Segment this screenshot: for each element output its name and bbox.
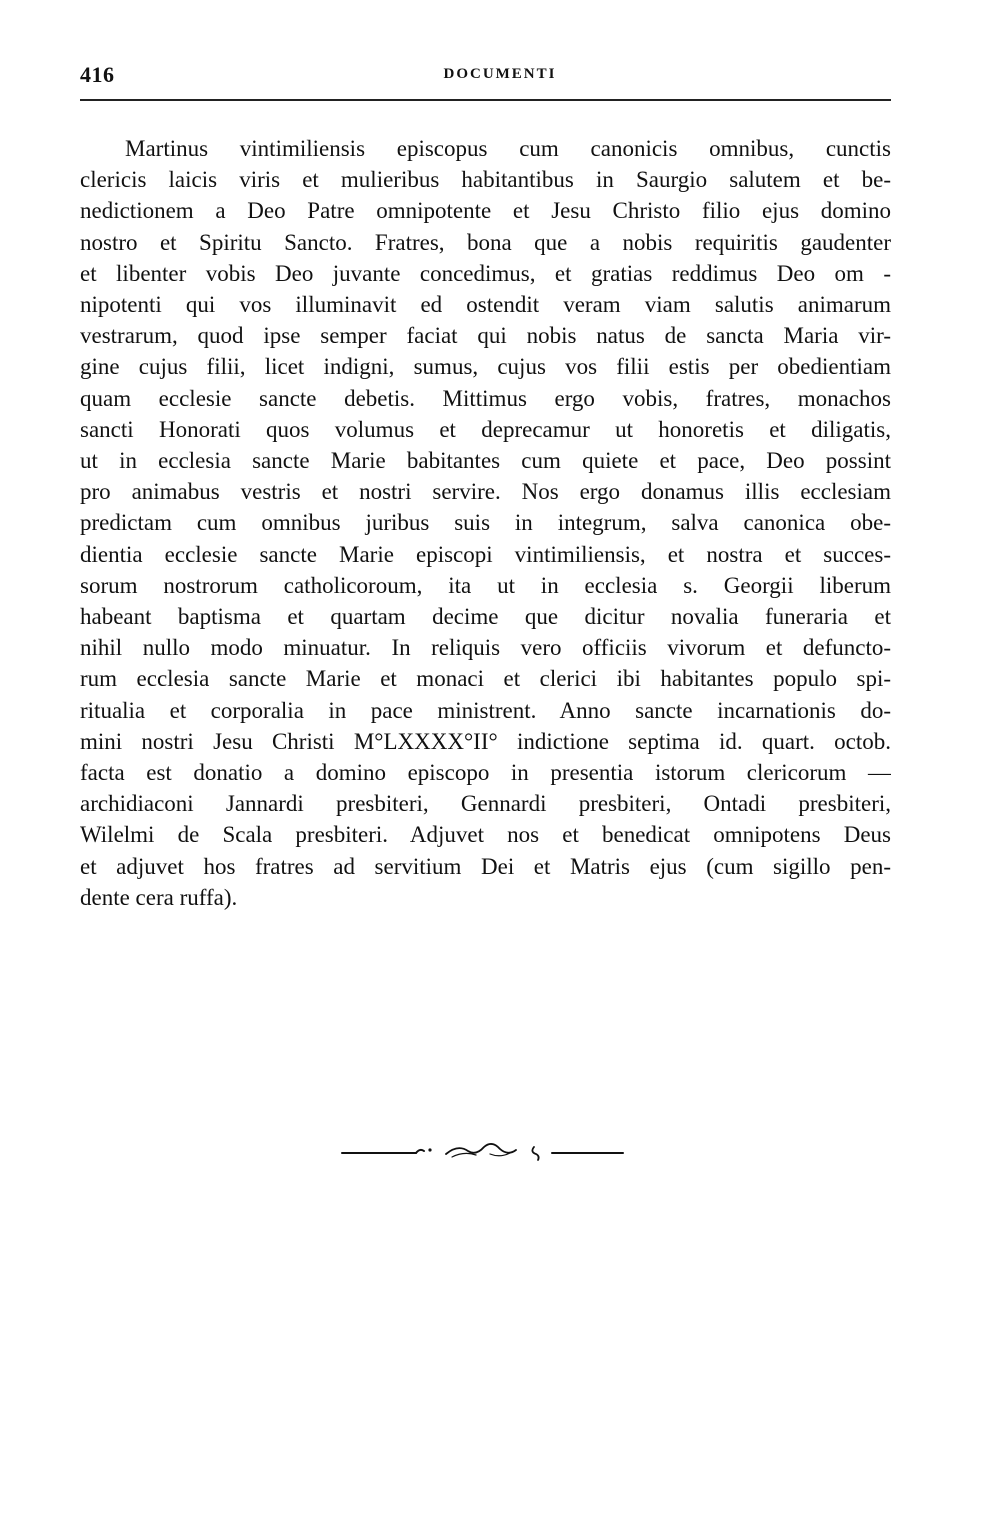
text-line: dente cera ruffa). [80,884,238,910]
text-line: mini nostri Jesu Christi M°LXXXX°II° indictione septima id. quart. octob. [80,728,891,754]
running-head: DOCUMENTI [443,66,557,82]
text-line: rum ecclesia sancte Marie et monaci et clerici ibi habitantes populo spi- [80,666,891,692]
text-line: clericis laicis viris et mulieribus habitantibus in Saurgio salutem et be- [80,167,891,193]
document-body [80,133,891,913]
text-line: dientia ecclesie sancte Marie episcopi vintimiliensis, et nostra et succes- [80,541,891,567]
text-line: et adjuvet hos fratres ad servitium Dei et Matris ejus (cum sigillo pen- [80,853,891,879]
text-line: nihil nullo modo minuatur. In reliquis vero officiis vivorum et defuncto- [80,635,891,661]
text-line: ut in ecclesia sancte Marie babitantes cum quiete et pace, Deo possint [80,448,891,474]
text-line: vestrarum, quod ipse semper faciat qui nobis natus de sancta Maria vir- [80,323,891,349]
text-line: nedictionem a Deo Patre omnipotente et Jesu Christo filio ejus domino [80,198,891,224]
text-line: archidiaconi Jannardi presbiteri, Gennardi presbiteri, Ontadi presbiteri, [80,791,891,817]
text-line: predictam cum omnibus juribus suis in integrum, salva canonica obe- [80,510,891,536]
text-line: sancti Honorati quos volumus et deprecamur ut honoretis et diligatis, [80,416,891,442]
text-line: quam ecclesie sancte debetis. Mittimus ergo vobis, fratres, monachos [80,385,891,411]
text-line: nostro et Spiritu Sancto. Fratres, bona que a nobis requiritis gaudenter [80,229,891,255]
text-line: pro animabus vestris et nostri servire. Nos ergo donamus illis ecclesiam [80,479,891,505]
text-line: habeant baptisma et quartam decime que dicitur novalia funeraria et [80,604,891,630]
tailpiece-ornament-icon [340,1138,625,1164]
header-rule [80,99,891,101]
text-line: facta est donatio a domino episcopo in presentia istorum clericorum — [80,760,891,786]
text-line: gine cujus filii, licet indigni, sumus, cujus vos filii estis per obedientiam [80,354,891,380]
text-line: ritualia et corporalia in pace ministrent. Anno sancte incarnationis do- [80,697,891,723]
text-line: et libenter vobis Deo juvante concedimus, et gratias reddimus Deo om - [80,260,891,286]
page-number: 416 [80,62,115,87]
text-line: Martinus vintimiliensis episcopus cum canonicis omnibus, cunctis [125,136,891,161]
text-line: sorum nostrorum catholicoroum, ita ut in ecclesia s. Georgii liberum [80,572,891,598]
text-line: Wilelmi de Scala presbiteri. Adjuvet nos et benedicat omnipotens Deus [80,822,891,848]
text-line: nipotenti qui vos illuminavit ed ostendit veram viam salutis animarum [80,292,891,318]
